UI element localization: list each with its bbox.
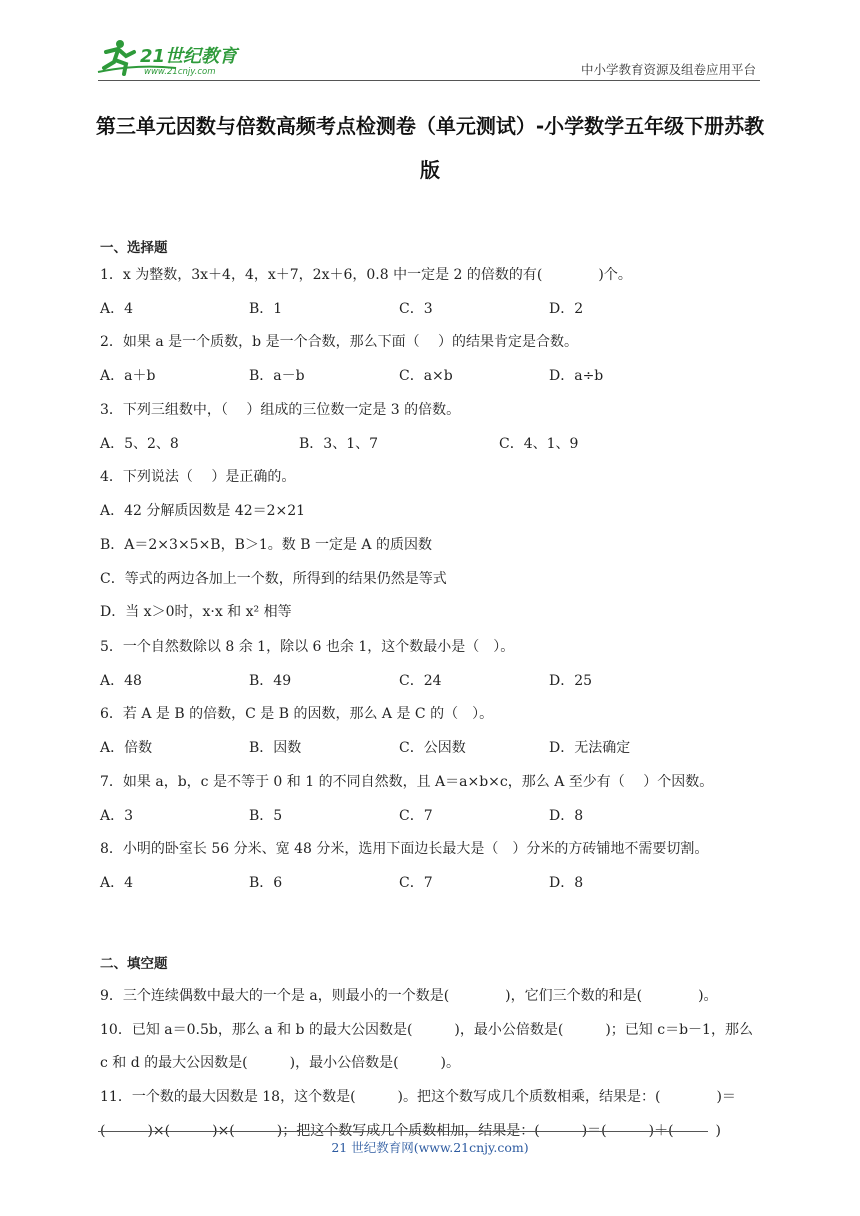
option-b: B．因数 bbox=[249, 740, 302, 756]
option-d: D．2 bbox=[549, 301, 584, 317]
question-8-options bbox=[100, 872, 760, 892]
question-4-option-a: A．42 分解质因数是 42＝2×21 bbox=[100, 503, 306, 519]
option-b: B．1 bbox=[249, 301, 283, 317]
option-c: C．7 bbox=[399, 875, 433, 891]
question-11-line-1: 11．一个数的最大因数是 18，这个数是( )。把这个数写成几个质数相乘，结果是：( )＝ bbox=[100, 1089, 736, 1105]
option-d: D．25 bbox=[549, 673, 593, 689]
option-a: A．5、2、8 bbox=[100, 436, 179, 452]
question-4-option-b: B．A＝2×3×5×B，B＞1。数 B 一定是 A 的质因数 bbox=[100, 537, 432, 553]
option-b: B．6 bbox=[249, 875, 283, 891]
option-a: A．4 bbox=[100, 875, 134, 891]
logo-text: 21世纪教育 bbox=[140, 46, 238, 67]
option-c: C．4、1、9 bbox=[499, 436, 579, 452]
header-tagline: 中小学教育资源及组卷应用平台 bbox=[580, 62, 756, 77]
question-1: 1．x 为整数，3x＋4，4，x＋7，2x＋6，0.8 中一定是 2 的倍数的有( )个。 bbox=[100, 267, 632, 283]
footer-link[interactable]: 21 世纪教育网(www.21cnjy.com) bbox=[331, 1140, 529, 1155]
option-b: B．49 bbox=[249, 673, 292, 689]
question-4-option-d: D．当 x＞0时，x·x 和 x² 相等 bbox=[100, 604, 292, 620]
logo bbox=[96, 38, 266, 78]
option-d: D．8 bbox=[549, 875, 584, 891]
option-c: C．24 bbox=[399, 673, 442, 689]
option-c: C．a×b bbox=[399, 368, 453, 384]
option-d: D．8 bbox=[549, 808, 584, 824]
question-4: 4．下列说法（ ）是正确的。 bbox=[100, 469, 296, 485]
question-3-options bbox=[100, 433, 760, 453]
option-b: B．a－b bbox=[249, 368, 305, 384]
option-a: A．a＋b bbox=[100, 368, 156, 384]
option-a: A．4 bbox=[100, 301, 134, 317]
question-10-line-2: c 和 d 的最大公因数是( )，最小公倍数是( )。 bbox=[100, 1055, 460, 1071]
option-b: B．5 bbox=[249, 808, 283, 824]
option-c: C．公因数 bbox=[399, 740, 466, 756]
question-7-options bbox=[100, 805, 760, 825]
section-heading-choice: 一、选择题 bbox=[100, 240, 168, 256]
section-heading-fill: 二、填空题 bbox=[100, 956, 168, 972]
option-a: A．3 bbox=[100, 808, 134, 824]
question-1-options bbox=[100, 298, 760, 318]
option-a: A．48 bbox=[100, 673, 142, 689]
question-3: 3．下列三组数中，（ ）组成的三位数一定是 3 的倍数。 bbox=[100, 402, 461, 418]
question-9: 9．三个连续偶数中最大的一个是 a，则最小的一个数是( )，它们三个数的和是( )。 bbox=[100, 988, 718, 1004]
option-c: C．3 bbox=[399, 301, 433, 317]
question-6: 6．若 A 是 B 的倍数，C 是 B 的因数，那么 A 是 C 的（ ）。 bbox=[100, 706, 494, 722]
question-7: 7．如果 a，b，c 是不等于 0 和 1 的不同自然数，且 A＝a×b×c，那么 A 至少有（ ）个因数。 bbox=[100, 774, 714, 790]
question-4-option-c: C．等式的两边各加上一个数，所得到的结果仍然是等式 bbox=[100, 571, 447, 587]
question-8: 8．小明的卧室长 56 分米、宽 48 分米，选用下面边长最大是（ ）分米的方砖铺地不需要切割。 bbox=[100, 841, 709, 857]
option-d: D．a÷b bbox=[549, 368, 604, 384]
question-5: 5．一个自然数除以 8 余 1，除以 6 也余 1，这个数最小是（ ）。 bbox=[100, 639, 515, 655]
page-title: 第三单元因数与倍数高频考点检测卷（单元测试）-小学数学五年级下册苏教版 bbox=[95, 114, 765, 182]
logo-subtext: www.21cnjy.com bbox=[144, 67, 216, 77]
question-11-line-2: ( )×( )×( )；把这个数写成几个质数相加，结果是：( )＝( )＋( ) bbox=[100, 1123, 722, 1139]
question-2-options bbox=[100, 365, 760, 385]
option-b: B．3、1、7 bbox=[299, 436, 379, 452]
question-5-options bbox=[100, 670, 760, 690]
question-10-line-1: 10．已知 a＝0.5b，那么 a 和 b 的最大公因数是( )，最小公倍数是( )；已知 c＝b－1，那么 bbox=[100, 1022, 753, 1038]
footer-divider bbox=[98, 1131, 708, 1132]
question-2: 2．如果 a 是一个质数，b 是一个合数，那么下面（ ）的结果肯定是合数。 bbox=[100, 334, 579, 350]
option-c: C．7 bbox=[399, 808, 433, 824]
header-divider bbox=[98, 80, 760, 81]
option-a: A．倍数 bbox=[100, 740, 153, 756]
option-d: D．无法确定 bbox=[549, 740, 631, 756]
question-6-options bbox=[100, 737, 760, 757]
